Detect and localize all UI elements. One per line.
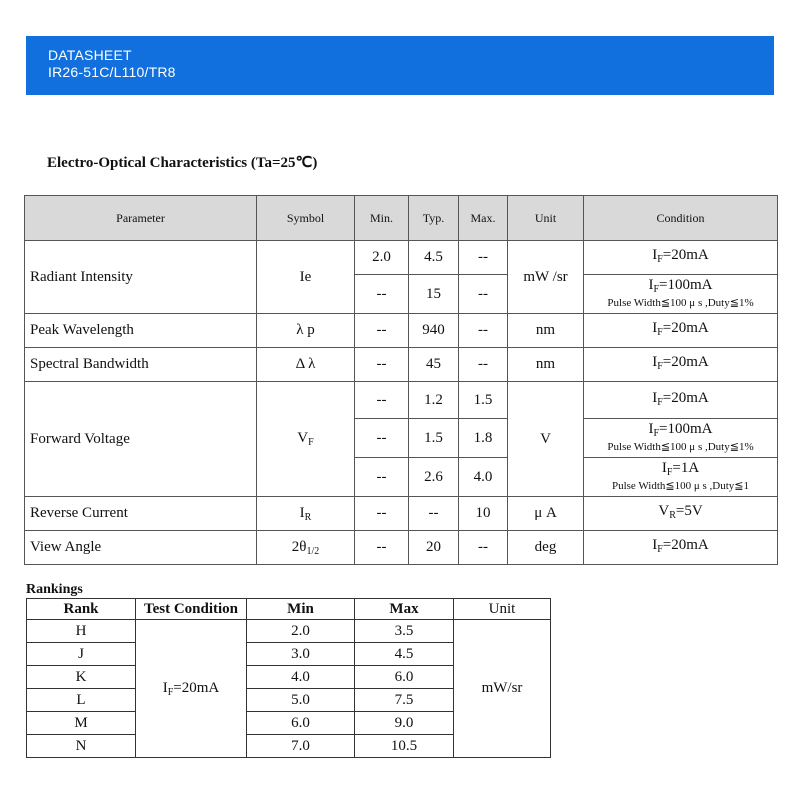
typ-cell: 15 — [409, 275, 459, 314]
electro-optical-table — [24, 195, 778, 565]
header-cell: Min. — [355, 196, 409, 241]
max-cell: 4.5 — [355, 643, 454, 666]
test-condition-cell: $I_F=20mA$ — [136, 620, 247, 758]
unit-cell: nm — [508, 314, 584, 348]
param-cell: Radiant Intensity — [25, 241, 257, 314]
min-cell: -- — [355, 314, 409, 348]
typ-cell: 2.6 — [409, 458, 459, 497]
min-cell: 3.0 — [247, 643, 355, 666]
table-header-row — [25, 196, 778, 241]
rank-cell: K — [27, 666, 136, 689]
rank-cell: N — [27, 735, 136, 758]
max-cell: 7.5 — [355, 689, 454, 712]
header-cell: Rank — [27, 599, 136, 620]
condition-cell: $I_F=20mA$ — [584, 241, 778, 275]
condition-cell: $I_F=100mA$ Pulse Width≦100 μ s ,Duty≦1% — [584, 275, 778, 314]
typ-cell: 4.5 — [409, 241, 459, 275]
max-cell: 3.5 — [355, 620, 454, 643]
min-cell: 7.0 — [247, 735, 355, 758]
min-cell: 4.0 — [247, 666, 355, 689]
max-cell: 9.0 — [355, 712, 454, 735]
header-cell: Max — [355, 599, 454, 620]
condition-note: Pulse Width≦100 μ s ,Duty≦1 — [611, 480, 750, 492]
symbol-cell: $V_F$ — [257, 382, 355, 497]
typ-cell: -- — [409, 497, 459, 531]
symbol-cell: $I_R$ — [257, 497, 355, 531]
symbol-cell: Δ λ — [257, 348, 355, 382]
unit-cell: deg — [508, 531, 584, 565]
param-cell: Reverse Current — [25, 497, 257, 531]
max-cell: 10.5 — [355, 735, 454, 758]
section-title: Electro-Optical Characteristics (Ta=25℃) — [47, 155, 318, 171]
header-part-number: IR26-51C/L110/TR8 — [48, 64, 176, 80]
table-row — [25, 531, 778, 565]
unit-cell: μ A — [508, 497, 584, 531]
min-cell: 6.0 — [247, 712, 355, 735]
max-cell: 4.0 — [459, 458, 508, 497]
min-cell: -- — [355, 531, 409, 565]
typ-cell: 940 — [409, 314, 459, 348]
condition-cell: $I_F=20mA$ — [584, 382, 778, 419]
min-cell: -- — [355, 497, 409, 531]
condition-note: Pulse Width≦100 μ s ,Duty≦1% — [607, 441, 754, 453]
min-cell: 2.0 — [355, 241, 409, 275]
condition-cell: $I_F=1A$ Pulse Width≦100 μ s ,Duty≦1 — [584, 458, 778, 497]
max-cell: -- — [459, 314, 508, 348]
symbol-cell: Ie — [257, 241, 355, 314]
symbol-cell: λ p — [257, 314, 355, 348]
max-cell: -- — [459, 275, 508, 314]
rankings-title: Rankings — [26, 582, 83, 597]
table-row — [25, 314, 778, 348]
rankings-table — [26, 598, 551, 758]
table-row — [25, 348, 778, 382]
max-cell: 1.8 — [459, 419, 508, 458]
table-row — [25, 382, 778, 419]
header-cell: Typ. — [409, 196, 459, 241]
condition-note: Pulse Width≦100 μ s ,Duty≦1% — [607, 297, 754, 309]
min-cell: -- — [355, 382, 409, 419]
header-cell: Min — [247, 599, 355, 620]
rank-cell: J — [27, 643, 136, 666]
param-cell: View Angle — [25, 531, 257, 565]
max-cell: -- — [459, 531, 508, 565]
header-cell: Test Condition — [136, 599, 247, 620]
min-cell: -- — [355, 348, 409, 382]
table-row — [25, 497, 778, 531]
typ-cell: 1.5 — [409, 419, 459, 458]
max-cell: 10 — [459, 497, 508, 531]
header-cell: Unit — [508, 196, 584, 241]
header-cell: Condition — [584, 196, 778, 241]
table-row — [25, 241, 778, 275]
symbol-cell: $2\theta_{1/2}$ — [257, 531, 355, 565]
unit-cell: V — [508, 382, 584, 497]
condition-cell: $I_F=20mA$ — [584, 314, 778, 348]
min-cell: -- — [355, 419, 409, 458]
header-banner — [26, 36, 774, 95]
unit-cell: nm — [508, 348, 584, 382]
condition-cell: $I_F=100mA$ Pulse Width≦100 μ s ,Duty≦1% — [584, 419, 778, 458]
condition-cell: $I_F=20mA$ — [584, 348, 778, 382]
typ-cell: 1.2 — [409, 382, 459, 419]
typ-cell: 45 — [409, 348, 459, 382]
typ-cell: 20 — [409, 531, 459, 565]
min-cell: 5.0 — [247, 689, 355, 712]
header-cell: Parameter — [25, 196, 257, 241]
max-cell: 1.5 — [459, 382, 508, 419]
max-cell: -- — [459, 241, 508, 275]
rank-cell: M — [27, 712, 136, 735]
condition-cell: $V_R=5V$ — [584, 497, 778, 531]
param-cell: Peak Wavelength — [25, 314, 257, 348]
header-cell: Unit — [454, 599, 551, 620]
min-cell: 2.0 — [247, 620, 355, 643]
header-cell: Symbol — [257, 196, 355, 241]
max-cell: 6.0 — [355, 666, 454, 689]
param-cell: Spectral Bandwidth — [25, 348, 257, 382]
min-cell: -- — [355, 458, 409, 497]
max-cell: -- — [459, 348, 508, 382]
condition-cell: $I_F=20mA$ — [584, 531, 778, 565]
table-row — [27, 620, 551, 643]
param-cell: Forward Voltage — [25, 382, 257, 497]
unit-cell: mW /sr — [508, 241, 584, 314]
rank-cell: H — [27, 620, 136, 643]
unit-cell: mW/sr — [454, 620, 551, 758]
header-title: DATASHEET — [48, 47, 132, 63]
header-cell: Max. — [459, 196, 508, 241]
min-cell: -- — [355, 275, 409, 314]
rank-cell: L — [27, 689, 136, 712]
table-header-row — [27, 599, 551, 620]
